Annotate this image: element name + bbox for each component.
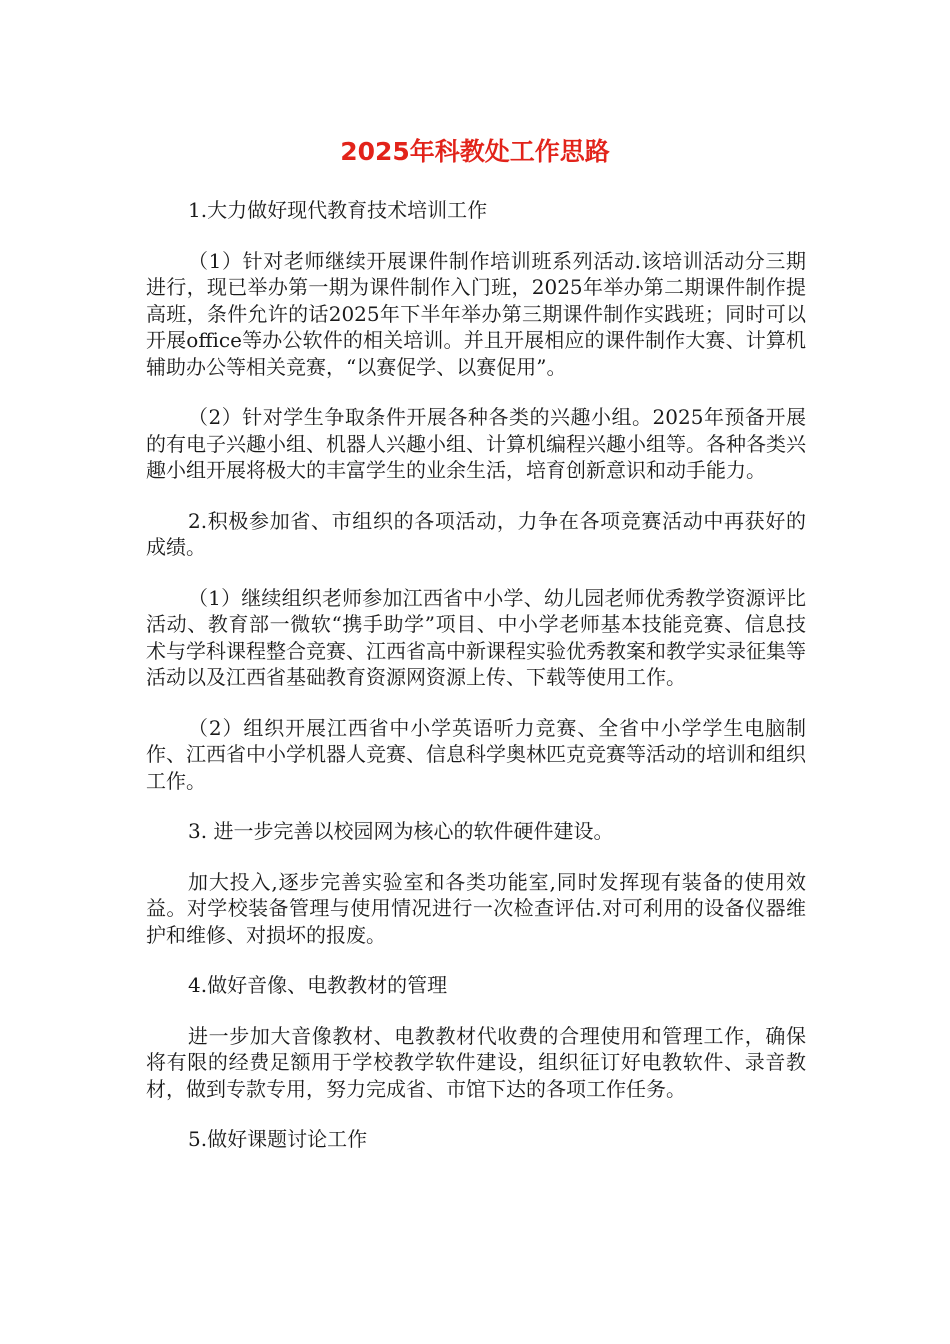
paragraph-teacher-training: （1）针对老师继续开展课件制作培训班系列活动.该培训活动分三期进行，现已举办第一期为课件制作入门班，2025年举办第二期课件制作提高班，条件允许的话2025年下半年举办第三期课件制作实践班；同时可以开展office等办公软件的相关培训。并且开展相应的课件制作大赛、计算机辅助办公等相关竞赛，“以赛促学、以赛促用”。 [146,248,806,379]
heading-research: 5.做好课题讨论工作 [188,1127,368,1151]
paragraph-student-competitions: （2）组织开展江西省中小学英语听力竞赛、全省中小学学生电脑制作、江西省中小学机器人竞赛、信息科学奥林匹克竞赛等活动的培训和组织工作。 [146,715,806,793]
heading-campus-network: 3. 进一步完善以校园网为核心的软件硬件建设。 [188,819,614,843]
paragraph-teacher-competitions: （1）继续组织老师参加江西省中小学、幼儿园老师优秀教学资源评比活动、教育部一微软“携手助学”项目、中小学老师基本技能竞赛、信息技术与学科课程整合竞赛、江西省高中新课程实验优秀教案和教学实录征集等活动以及江西省基础教育资源网资源上传、下载等使用工作。 [146,585,806,689]
heading-av-materials: 4.做好音像、电教教材的管理 [188,973,448,997]
heading-competitions: 2.积极参加省、市组织的各项活动，力争在各项竞赛活动中再获好的成绩。 [146,508,806,559]
paragraph-student-interest-groups: （2）针对学生争取条件开展各种各类的兴趣小组。2025年预备开展的有电子兴趣小组、机器人兴趣小组、计算机编程兴趣小组等。各种各类兴趣小组开展将极大的丰富学生的业余生活，培育创新意识和动手能力。 [146,405,806,482]
heading-training: 1.大力做好现代教育技术培训工作 [188,198,488,222]
paragraph-av-materials: 进一步加大音像教材、电教教材代收费的合理使用和管理工作，确保将有限的经费足额用于学校教学软件建设，组织征订好电教软件、录音教材，做到专款专用，努力完成省、市馆下达的各项工作任务。 [146,1023,806,1101]
paragraph-equipment: 加大投入,逐步完善实验室和各类功能室,同时发挥现有装备的使用效益。对学校装备管理与使用情况进行一次检查评估.对可利用的设备仪器维护和维修、对损坏的报废。 [146,869,806,947]
document-body [146,197,806,1177]
document-title: 2025年科教处工作思路 [340,137,610,166]
